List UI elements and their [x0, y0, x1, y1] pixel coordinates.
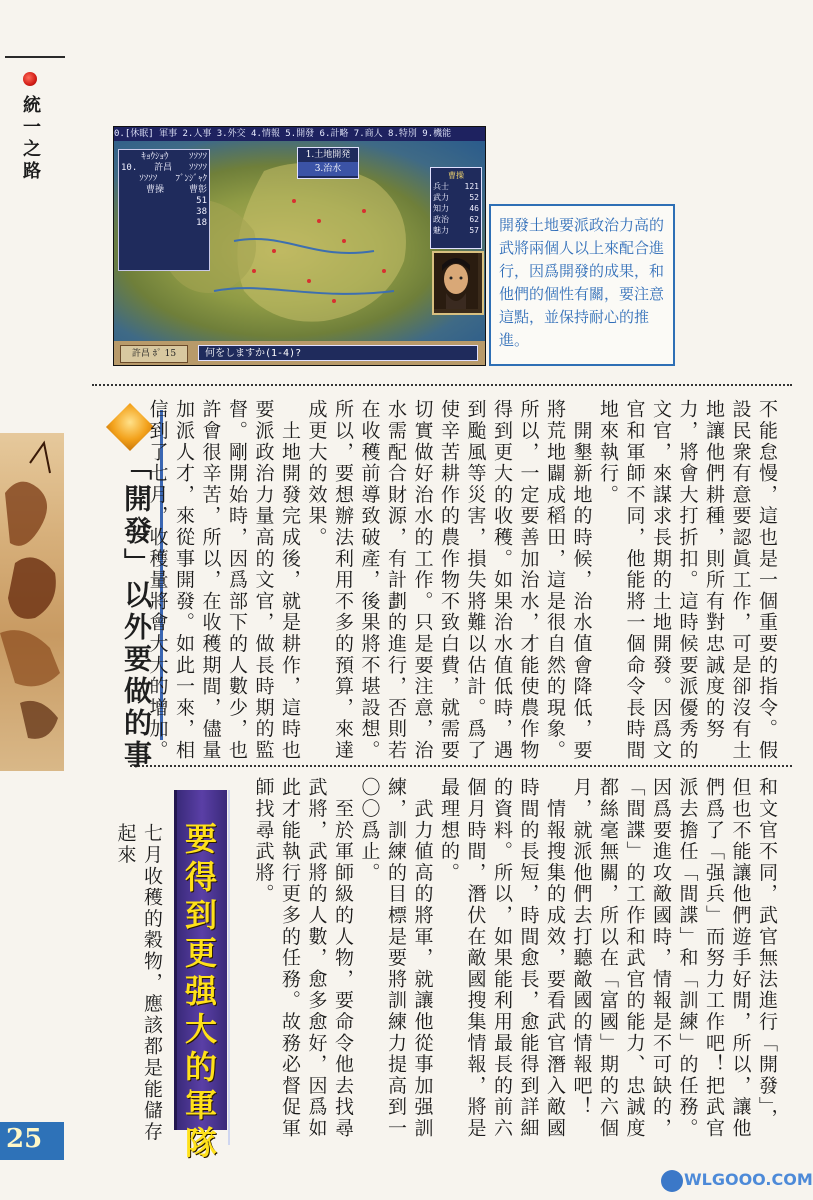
- watermark-logo-icon: [661, 1170, 683, 1192]
- command-popup: [297, 147, 359, 179]
- section-body: [252, 777, 780, 1147]
- header-rule: [5, 56, 65, 58]
- game-screenshot: [113, 126, 486, 366]
- header-bullet-icon: [23, 72, 37, 86]
- section-body: 七月收穫的穀物，應該都是能儲存起來: [114, 823, 163, 1143]
- section-divider: [130, 765, 792, 767]
- banner-rule: [228, 790, 230, 1145]
- section-heading: 要得到更强大的軍隊: [180, 822, 218, 1164]
- paragraph: 武力値高的將軍，就讓他從事加强訓練，訓練的目標是要將訓練力提高到一〇〇爲止。: [358, 777, 434, 1140]
- stat-row: 魅力 57: [433, 226, 479, 235]
- current-city-label: 許昌 ﾎﾟ 15: [120, 345, 188, 363]
- screenshot-caption: 開發土地要派政治力高的武將兩個人以上來配合進行，因爲開發的成果，和他們的個性有關，要注意這點，並保持耐心的推進。: [489, 204, 675, 366]
- portrait-face-icon: [434, 253, 478, 309]
- side-illustration: [0, 433, 64, 771]
- popup-command: 3.治水: [298, 162, 358, 176]
- horseman-illustration: [0, 433, 64, 771]
- city-info-row: 10. 許昌 ｿｿｿｿ: [121, 163, 207, 173]
- watermark: WLGOOO.COM: [684, 1170, 813, 1189]
- paragraph: 不能怠慢，這也是一個重要的指令。假設民衆有意要認眞工作，可是卻沒有土地讓他們耕種，則所有對忠誠度的努力，將會大打折扣。這時候要派優秀的文官，來謀求長期的土地開發。因爲文官和軍師不同，他能將一個命令長時間地來執行。: [597, 399, 778, 762]
- city-info-row: 曹操 曹彰: [145, 185, 207, 195]
- page-number: 25: [6, 1124, 43, 1154]
- city-info-row: ｷｮｳｼｮｳ ｿｿｿｿ: [141, 152, 207, 162]
- city-info-row: 38: [196, 207, 207, 217]
- command-prompt: 何をしますか(1-4)?: [198, 345, 478, 361]
- city-info-row: 18: [196, 218, 207, 228]
- city-info-panel: [118, 149, 210, 271]
- popup-title: 1.土地開発: [305, 150, 351, 160]
- paragraph: 開墾新地的時候，治水值會降低，要將荒地闢成稻田，這是很自然的現象。所以，一定要善加治水，才能使農作物得到更大的收穫。如果治水值低時，遇到颱風等災害，損失將難以估計。爲了使辛苦耕作的農作物不致白費，就需要切實做好治水的工作。只是要注意，治水需配合財源，有計劃的進行，否則若在收穫前導致破產，後果將不堪設想。所以，要想辦法利用不多的預算，來達成更大的效果。: [305, 399, 593, 762]
- paragraph: 和文官不同，武官無法進行「開發」，但也不能讓他們遊手好閒，所以，讓他們爲了「强兵」而努力工作吧！把武官派去擔任「間諜」和「訓練」的任務。因爲要進攻敵國時，情報是不可缺的，「間諜」的工作和武官的能力、忠誠度都絲毫無關，所以在「富國」期的六個月，就派他們去打聽敵國的情報吧！: [570, 777, 778, 1140]
- stat-row: 知力 46: [433, 204, 479, 213]
- game-menu-bar: 0.[休眠] 軍事 2.人事 3.外交 4.情報 5.開發 6.計略 7.商人 8.特別 9.機能: [114, 127, 485, 141]
- section-divider: [92, 384, 792, 386]
- officer-stats-panel: [430, 167, 482, 249]
- paragraph: 至於軍師級的人物，要命令他去找尋武將，武將的人數，愈多愈好，因爲如此才能執行更多的任務。故務必督促軍師找尋武將。: [252, 777, 354, 1140]
- stat-row: 武力 52: [433, 193, 479, 202]
- city-info-row: ｿｿｿｿ ﾌﾞﾝｼﾞｬｸ: [139, 174, 207, 184]
- officer-portrait: [432, 251, 484, 315]
- paragraph: 情報搜集的成效，要看武官潛入敵國時間的長短，時間愈長，愈能得到詳細的資料。所以，如果能利用最長的前六個月時間，潛伏在敵國搜集情報，將是最理想的。: [438, 777, 566, 1140]
- city-info-row: 51: [196, 196, 207, 206]
- section-body: [146, 399, 780, 764]
- stat-row: 政治 62: [433, 215, 479, 224]
- paragraph: 土地開發完成後，就是耕作，這時也要派政治力量高的文官，做長時期的監督。剛開始時，因爲部下的人數少，也許會很辛苦，所以，在收穫期間，儘量加派人才，來從事開發。如此一來，相信到了七月，收穫量將會大大的增加。: [146, 399, 301, 762]
- section-heading: 「開發」以外要做的事: [120, 452, 153, 772]
- officer-name: 曹操: [448, 171, 464, 180]
- stat-row: 兵士 121: [433, 182, 479, 191]
- running-header-title: 統一之路: [20, 95, 41, 183]
